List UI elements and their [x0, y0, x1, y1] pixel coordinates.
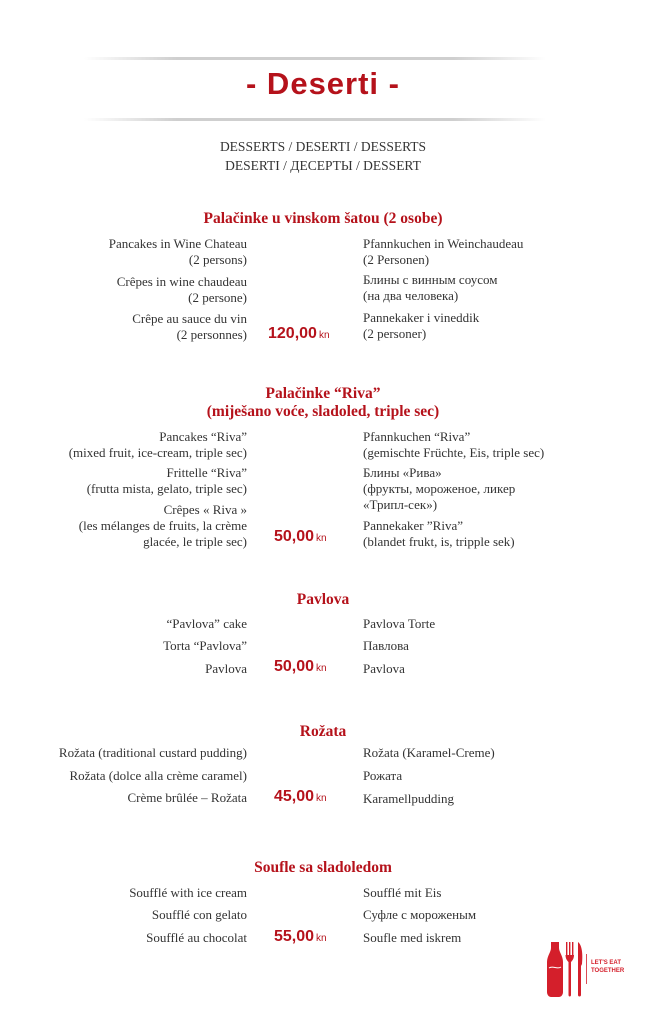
item-name: Crêpes « Riva »: [163, 502, 247, 517]
currency-label: kn: [316, 533, 327, 544]
item-left: [0, 768, 247, 784]
item-left: [0, 274, 247, 306]
item-right: [363, 236, 633, 268]
item-name: Pfannkuchen “Riva”: [363, 429, 471, 444]
section-title: Soufle sa sladoledom: [254, 859, 392, 876]
item-name: Pavlova: [363, 661, 405, 676]
item-name: Блины «Рива»: [363, 465, 442, 480]
lets-eat-together-logo: [541, 940, 625, 1000]
section-subtitle: (miješano voće, sladoled, triple sec): [206, 403, 440, 420]
price: [274, 658, 346, 676]
section-wine-chateau-pancakes: [0, 210, 646, 342]
item-note: (gemischte Früchte, Eis, triple sec): [363, 445, 545, 460]
logo-text-line-2: TOGETHER: [591, 968, 625, 974]
item-left: [0, 311, 247, 343]
section-title: Palačinke “Riva”: [265, 385, 381, 402]
currency-label: kn: [316, 793, 327, 804]
item-right: [363, 885, 633, 901]
price: [274, 928, 346, 946]
item-name: Torta “Pavlova”: [163, 638, 247, 653]
item-name: Рожата: [363, 768, 403, 783]
section-pavlova: [0, 591, 646, 676]
item-name: Crêpes in wine chaudeau: [116, 274, 247, 289]
section-rozata: [0, 723, 646, 806]
item-note: (на два человека): [363, 288, 459, 303]
section-riva-pancakes: [0, 385, 646, 549]
item-note: (фрукты, мороженое, ликер: [363, 481, 516, 496]
item-name: Soufle med iskrem: [363, 930, 462, 945]
price-value: 50,00: [274, 528, 315, 545]
bottom-divider: [84, 118, 546, 121]
item-note: (2 personer): [363, 326, 427, 341]
item-right: [363, 638, 633, 654]
item-right: [363, 310, 633, 342]
price-value: 45,00: [274, 788, 315, 805]
item-right: [363, 429, 633, 461]
item-right: [363, 465, 633, 513]
item-name: Soufflé mit Eis: [363, 885, 442, 900]
price-value: 55,00: [274, 928, 315, 945]
item-name: Soufflé with ice cream: [129, 885, 247, 900]
price: [268, 325, 340, 343]
price: [274, 528, 346, 546]
currency-label: kn: [318, 330, 330, 341]
item-note: «Трипл-сек»): [363, 497, 438, 512]
item-left: [0, 502, 247, 550]
currency-label: kn: [316, 663, 327, 674]
item-name: Pannekaker ”Riva”: [363, 518, 463, 533]
item-note: (2 persons): [188, 252, 247, 267]
section-souffle: [0, 859, 646, 945]
subtitle-line-1: DESSERTS / DESERTI / DESSERTS: [219, 139, 427, 154]
item-name: Pannekaker i vineddik: [363, 310, 480, 325]
item-right: [363, 768, 633, 784]
item-right: [363, 745, 633, 761]
item-name: Pavlova Torte: [363, 616, 436, 631]
item-note: (2 personnes): [176, 327, 247, 342]
item-note: (2 Personen): [363, 252, 430, 267]
item-left: [0, 745, 247, 761]
currency-label: kn: [316, 933, 327, 944]
item-name: Блины с винным соусом: [363, 272, 498, 287]
section-title: Rožata: [299, 723, 347, 740]
item-left: [0, 930, 247, 946]
price-value: 50,00: [274, 658, 315, 675]
item-left: [0, 907, 247, 923]
item-left: [0, 885, 247, 901]
item-note: (les mélanges de fruits, la crème: [78, 518, 247, 533]
item-note: (frutta mista, gelato, triple sec): [86, 481, 247, 496]
item-name: Soufflé con gelato: [151, 907, 247, 922]
item-note: (2 persone): [188, 290, 247, 305]
item-name: Crème brûlée – Rožata: [127, 790, 247, 805]
item-right: [363, 907, 633, 923]
item-name: Karamellpudding: [363, 791, 454, 806]
item-name: Rožata (Karamel-Creme): [363, 745, 495, 760]
item-note: glacée, le triple sec): [143, 534, 247, 549]
item-name: Rožata (traditional custard pudding): [58, 745, 247, 760]
page-title: - Deserti -: [246, 66, 400, 101]
section-title: Pavlova: [296, 591, 350, 608]
item-right: [363, 272, 633, 304]
item-note: (mixed fruit, ice-cream, triple sec): [68, 445, 247, 460]
item-name: Pfannkuchen in Weinchaudeau: [363, 236, 524, 251]
section-title: Palačinke u vinskom šatou (2 osobe): [203, 210, 443, 227]
price: [274, 788, 346, 806]
item-name: Rožata (dolce alla crème caramel): [69, 768, 247, 783]
item-left: [0, 790, 247, 806]
top-divider: [84, 57, 546, 60]
item-note: (blandet frukt, is, tripple sek): [363, 534, 515, 549]
item-name: Павлова: [363, 638, 409, 653]
item-right: [363, 661, 633, 677]
item-name: Crêpe au sauce du vin: [132, 311, 247, 326]
subtitle-line-2: DESERTI / ДЕСЕРТЫ / DESSERT: [225, 158, 421, 173]
item-left: [0, 236, 247, 268]
item-name: Soufflé au chocolat: [146, 930, 247, 945]
item-left: [0, 638, 247, 654]
item-name: “Pavlova” cake: [166, 616, 247, 631]
item-right: [363, 518, 633, 550]
item-name: Суфле с мороженым: [363, 907, 477, 922]
item-name: Pancakes in Wine Chateau: [108, 236, 247, 251]
item-name: Frittelle “Riva”: [166, 465, 247, 480]
item-name: Pavlova: [205, 661, 247, 676]
item-left: [0, 661, 247, 677]
item-right: [363, 616, 633, 632]
item-left: [0, 429, 247, 461]
item-name: Pancakes “Riva”: [159, 429, 247, 444]
item-left: [0, 465, 247, 497]
item-left: [0, 616, 247, 632]
item-right: [363, 791, 633, 807]
price-value: 120,00: [268, 325, 317, 342]
logo-text-line-1: LET'S EAT: [591, 960, 621, 966]
